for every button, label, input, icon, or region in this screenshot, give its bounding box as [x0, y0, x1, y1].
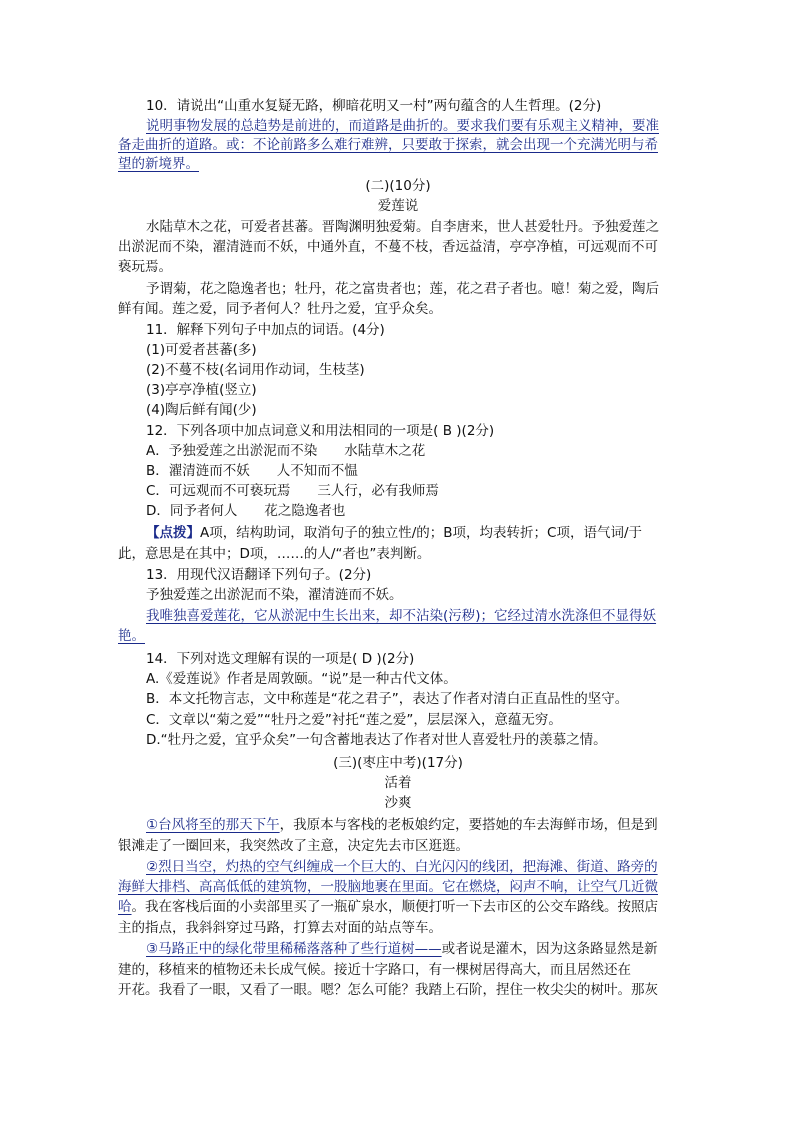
text-line — [146, 320, 385, 340]
line-text: 14．下列对选文理解有误的一项是( D )(2分) — [146, 651, 415, 667]
text-line — [146, 606, 656, 626]
line-text: 此，意思是在其中；D项，……的人/“者也”表判断。 — [118, 546, 431, 562]
line-text: 水陆草木之花，可爱者甚蕃。晋陶渊明独爱菊。自李唐来，世人甚爱牡丹。予独爱莲之 — [146, 219, 659, 235]
line-text: (三)(枣庄中考)(17分) — [333, 755, 463, 771]
line-text: 活着 — [384, 775, 412, 791]
line-text: 亵玩焉。 — [118, 259, 172, 275]
line-text: 沙爽 — [384, 795, 412, 811]
text-line — [146, 217, 659, 237]
text-line — [146, 380, 257, 400]
answer-text: 说明事物发展的总趋势是前进的，而道路是曲折的。要求我们要有乐观主义精神，要准 — [146, 118, 659, 134]
line-text: 建的，移植来的植物还未长成气候。接近十字路口，有一棵树居得高大，而且居然还在 — [118, 962, 631, 978]
line-text: D．同予者何人 花之隐逸者也 — [146, 503, 346, 519]
text-line — [146, 461, 358, 481]
answer-text: 望的新境界。 — [118, 156, 199, 172]
line-text: 予谓菊，花之隐逸者也；牡丹，花之富贵者也；莲，花之君子者也。噫！菊之爱，陶后 — [146, 281, 659, 297]
text-line — [118, 960, 631, 980]
text-line — [146, 857, 658, 877]
heading-line — [118, 196, 678, 216]
text-line — [118, 897, 658, 917]
line-text: ①台风将至的那天下午，我原本与客栈的老板娘约定，要搭她的车去海鲜市场，但是到 — [146, 817, 658, 833]
line-text: 鲜有闻。莲之爱，同予者何人？牡丹之爱，宜乎众矣。 — [118, 301, 442, 317]
text-line — [146, 710, 562, 730]
text-line — [146, 96, 601, 116]
line-text: 13．用现代汉语翻译下列句子。(2分) — [146, 567, 372, 583]
line-text: 主的指点，我斜斜穿过马路，打算去对面的站点等车。 — [118, 920, 442, 936]
line-text: 出淤泥而不染，濯清涟而不妖，中通外直，不蔓不枝，香远益清，亭亭净植，可远观而不可 — [118, 239, 658, 255]
line-text: C．文章以“菊之爱”“牡丹之爱”衬托“莲之爱”，层层深入，意蕴无穷。 — [146, 712, 562, 728]
answer-text: 海鲜大排档、高高低低的建筑物，一股脑地裹在里面。它在燃烧，闷声不响，让空气几近微 — [118, 879, 658, 895]
heading-line — [118, 793, 678, 813]
text-line — [118, 237, 658, 257]
text-line — [146, 501, 345, 521]
text-line — [118, 980, 658, 1000]
text-line — [118, 544, 430, 564]
line-text: (1)可爱者甚蕃(多) — [146, 342, 257, 358]
text-line — [146, 421, 494, 441]
line-text: B．濯清涟而不妖 人不知而不愠 — [146, 463, 358, 479]
text-line — [118, 836, 469, 856]
line-text: (4)陶后鲜有闻(少) — [146, 402, 257, 418]
line-text: A．予独爱莲之出淤泥而不染 水陆草木之花 — [146, 443, 426, 459]
line-text: A项，结构助词，取消句子的独立性/的；B项，均表转折；C项，语气词/于 — [200, 525, 643, 541]
text-line — [146, 939, 658, 959]
text-line — [118, 877, 658, 897]
line-text: 开花。我看了一眼，又看了一眼。嗯？怎么可能？我踏上石阶，捏住一枚尖尖的树叶。那灰 — [118, 982, 658, 998]
heading-line — [118, 773, 678, 793]
text-line — [146, 649, 414, 669]
line-text: B．本文托物言志，文中称莲是“花之君子”，表达了作者对清白正直品性的坚守。 — [146, 691, 629, 707]
text-line — [146, 730, 607, 750]
text-line — [146, 815, 658, 835]
tip-label: 【点拨】 — [146, 525, 200, 541]
answer-text: 备走曲折的道路。或：不论前路多么难行难辨，只要敢于探索，就会出现一个充满光明与希 — [118, 137, 658, 153]
text-line — [118, 154, 199, 174]
line-text: 12．下列各项中加点词意义和用法相同的一项是( B )(2分) — [146, 423, 495, 439]
line-text: D.“牡丹之爱，宜乎众矣”一句含蓄地表达了作者对世人喜爱牡丹的羡慕之情。 — [146, 732, 607, 748]
text-line — [146, 669, 457, 689]
answer-text: 艳。 — [118, 628, 145, 644]
text-line — [118, 626, 145, 646]
text-line — [118, 135, 658, 155]
heading-line — [118, 176, 678, 196]
answer-text: 我唯独喜爱莲花，它从淤泥中生长出来，却不沾染(污秽)；它经过清水洗涤但不显得妖 — [146, 608, 657, 624]
answer-text: ②烈日当空，灼热的空气纠缠成一个巨大的、白光闪闪的线团，把海滩、街道、路旁的 — [146, 859, 658, 875]
line-text: C．可远观而不可亵玩焉 三人行，必有我师焉 — [146, 483, 439, 499]
text-line — [146, 565, 371, 585]
line-text: 10．请说出“山重水复疑无路，柳暗花明又一村”两句蕴含的人生哲理。(2分) — [146, 98, 602, 114]
text-line — [118, 918, 442, 938]
text-line — [146, 116, 659, 136]
line-text: A.《爱莲说》作者是周敦颐。“说”是一种古代文体。 — [146, 671, 457, 687]
line-text: 爱莲说 — [377, 198, 419, 214]
text-line — [146, 400, 257, 420]
line-text: (3)亭亭净植(竖立) — [146, 382, 257, 398]
text-line — [146, 360, 365, 380]
line-text: (2)不蔓不枝(名词用作动词，生枝茎) — [146, 362, 365, 378]
line-text: 银滩走了一圈回来，我突然改了主意，决定先去市区逛逛。 — [118, 838, 469, 854]
text-line — [146, 441, 425, 461]
text-line — [118, 257, 172, 277]
line-text: (二)(10分) — [365, 178, 431, 194]
line-text: 予独爱莲之出淤泥而不染，濯清涟而不妖。 — [146, 587, 403, 603]
line-text: 11．解释下列句子中加点的词语。(4分) — [146, 322, 385, 338]
heading-line — [118, 753, 678, 773]
text-line — [146, 585, 403, 605]
text-line — [146, 340, 257, 360]
text-line — [146, 689, 628, 709]
text-line — [146, 523, 642, 543]
line-text: ③马路正中的绿化带里稀稀落落种了些行道树——或者说是灌木，因为这条路显然是新 — [146, 941, 658, 957]
text-line — [118, 299, 442, 319]
text-line — [146, 279, 659, 299]
text-line — [146, 481, 439, 501]
line-text: 哈。我在客栈后面的小卖部里买了一瓶矿泉水，顺便打听一下去市区的公交车路线。按照店 — [118, 899, 658, 915]
